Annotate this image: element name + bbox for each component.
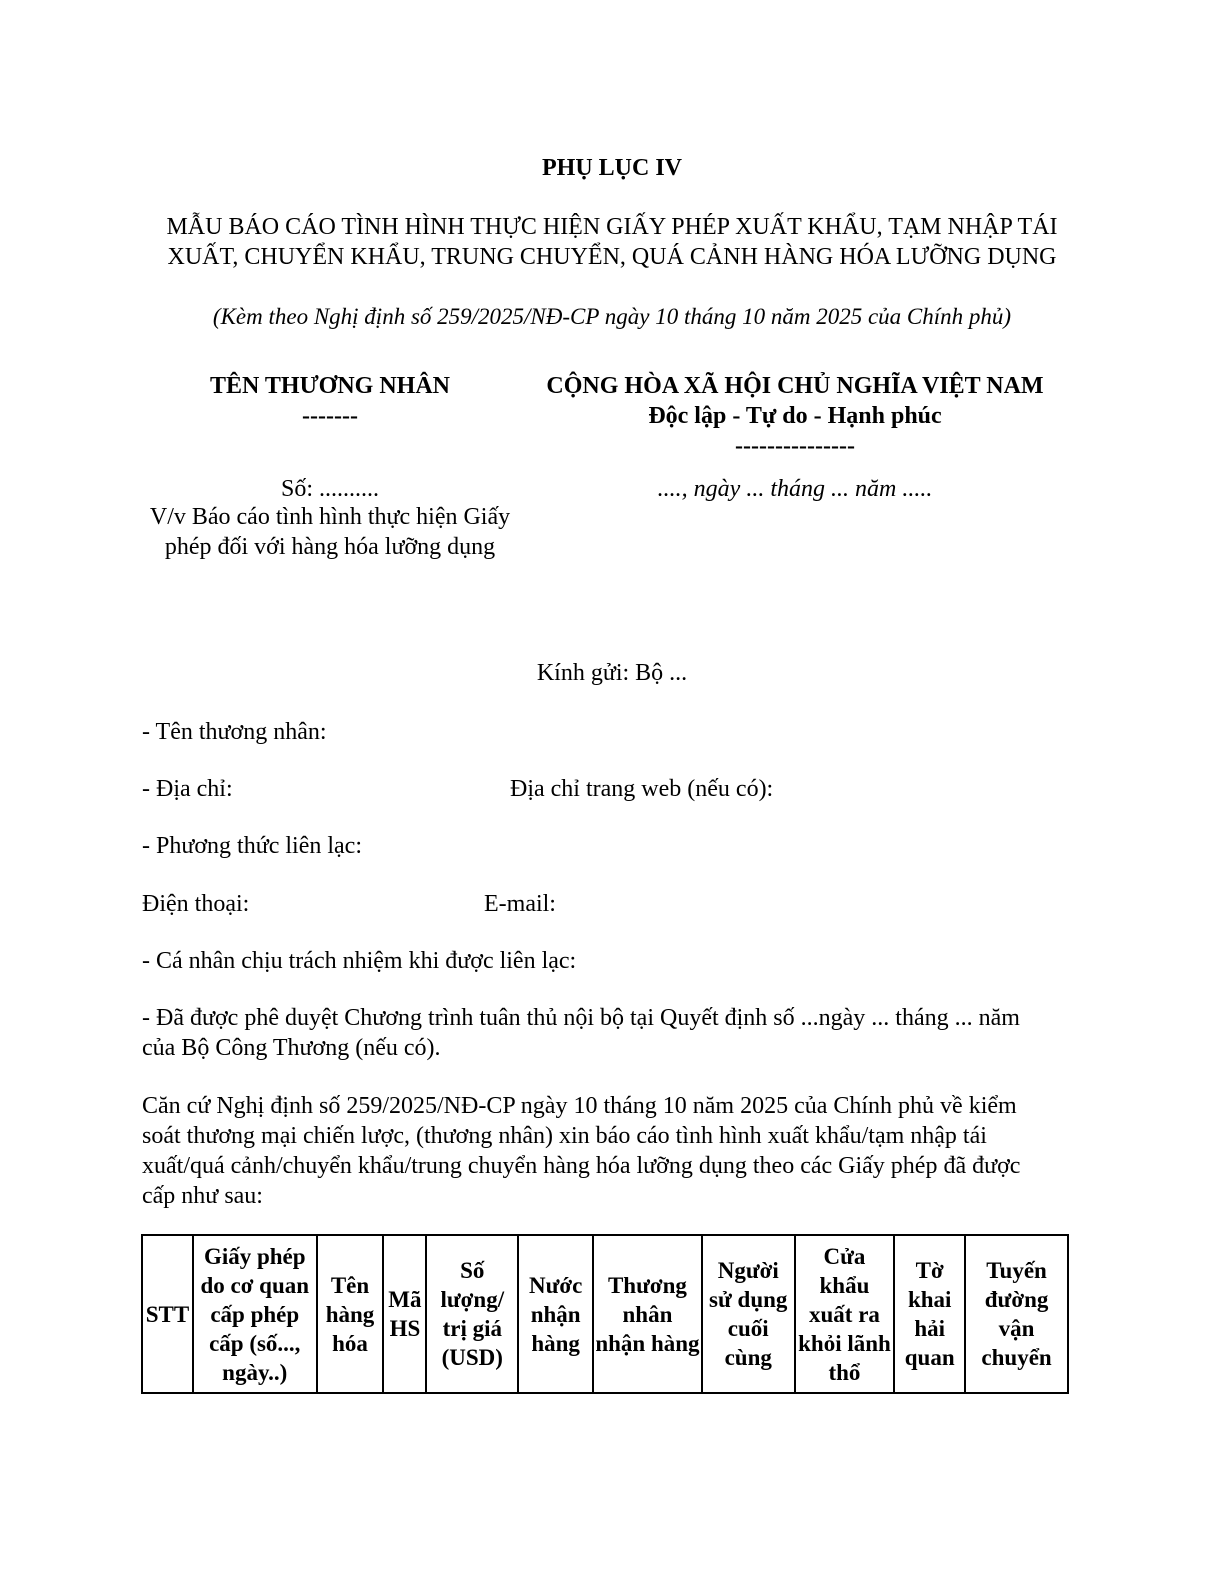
col-goods-name: Tên hàng hóa <box>317 1235 384 1393</box>
merchant-name-field: - Tên thương nhân: <box>142 719 327 745</box>
report-table <box>141 1234 1069 1394</box>
col-license: Giấy phép do cơ quan cấp phép cấp (số..., ngày..) <box>193 1235 317 1393</box>
right-separator: --------------- <box>735 433 855 459</box>
date-line: ...., ngày ... tháng ... năm ..... <box>657 476 933 502</box>
basis-paragraph: Căn cứ Nghị định số 259/2025/NĐ-CP ngày 10 tháng 10 năm 2025 của Chính phủ về kiểm soát thương mại chiến lược, (thương nhân) xin báo cáo tình hình xuất khẩu/tạm nhập tái xuất/quá cảnh/chuyển khẩu/trung chuyển hàng hóa lưỡng dụng theo các Giấy phép đã được cấp như sau: <box>142 1093 1021 1209</box>
col-customs-declaration: Tờ khai hải quan <box>894 1235 965 1393</box>
col-receiving-merchant: Thương nhân nhận hàng <box>593 1235 702 1393</box>
phone-field: Điện thoại: <box>142 891 250 917</box>
form-title: MẪU BÁO CÁO TÌNH HÌNH THỰC HIỆN GIẤY PHÉP XUẤT KHẨU, TẠM NHẬP TÁI XUẤT, CHUYỂN KHẨU, TRUNG CHUYỂN, QUÁ CẢNH HÀNG HÓA LƯỠNG DỤNG <box>166 214 1058 270</box>
col-quantity-value: Số lượng/ trị giá (USD) <box>426 1235 518 1393</box>
appendix-title: PHỤ LỤC IV <box>541 155 682 181</box>
col-stt: STT <box>142 1235 193 1393</box>
national-motto: Độc lập - Tự do - Hạnh phúc <box>648 403 942 429</box>
responsible-person-field: - Cá nhân chịu trách nhiệm khi được liên lạc: <box>142 948 577 974</box>
greeting: Kính gửi: Bộ ... <box>536 660 688 686</box>
document-subject: V/v Báo cáo tình hình thực hiện Giấy phép đối với hàng hóa lưỡng dụng <box>149 504 511 560</box>
contact-method-field: - Phương thức liên lạc: <box>142 833 362 859</box>
col-transport-route: Tuyến đường vận chuyển <box>965 1235 1068 1393</box>
table-header-row <box>142 1235 1068 1393</box>
col-receiving-country: Nước nhận hàng <box>518 1235 593 1393</box>
website-field: Địa chỉ trang web (nếu có): <box>510 776 774 802</box>
approved-program-field: - Đã được phê duyệt Chương trình tuân thủ nội bộ tại Quyết định số ...ngày ... tháng ... năm của Bộ Công Thương (nếu có). <box>142 1005 1020 1061</box>
left-separator: ------- <box>302 403 358 429</box>
document-number: Số: .......... <box>280 476 379 502</box>
decree-reference: (Kèm theo Nghị định số 259/2025/NĐ-CP ngày 10 tháng 10 năm 2025 của Chính phủ) <box>212 304 1012 329</box>
col-hs-code: Mã HS <box>383 1235 426 1393</box>
col-end-user: Người sử dụng cuối cùng <box>702 1235 795 1393</box>
merchant-name-heading: TÊN THƯƠNG NHÂN <box>209 373 451 399</box>
address-field: - Địa chỉ: <box>142 776 233 802</box>
col-exit-border-gate: Cửa khẩu xuất ra khỏi lãnh thổ <box>795 1235 895 1393</box>
republic-heading: CỘNG HÒA XÃ HỘI CHỦ NGHĨA VIỆT NAM <box>546 373 1044 399</box>
email-field: E-mail: <box>484 891 556 917</box>
